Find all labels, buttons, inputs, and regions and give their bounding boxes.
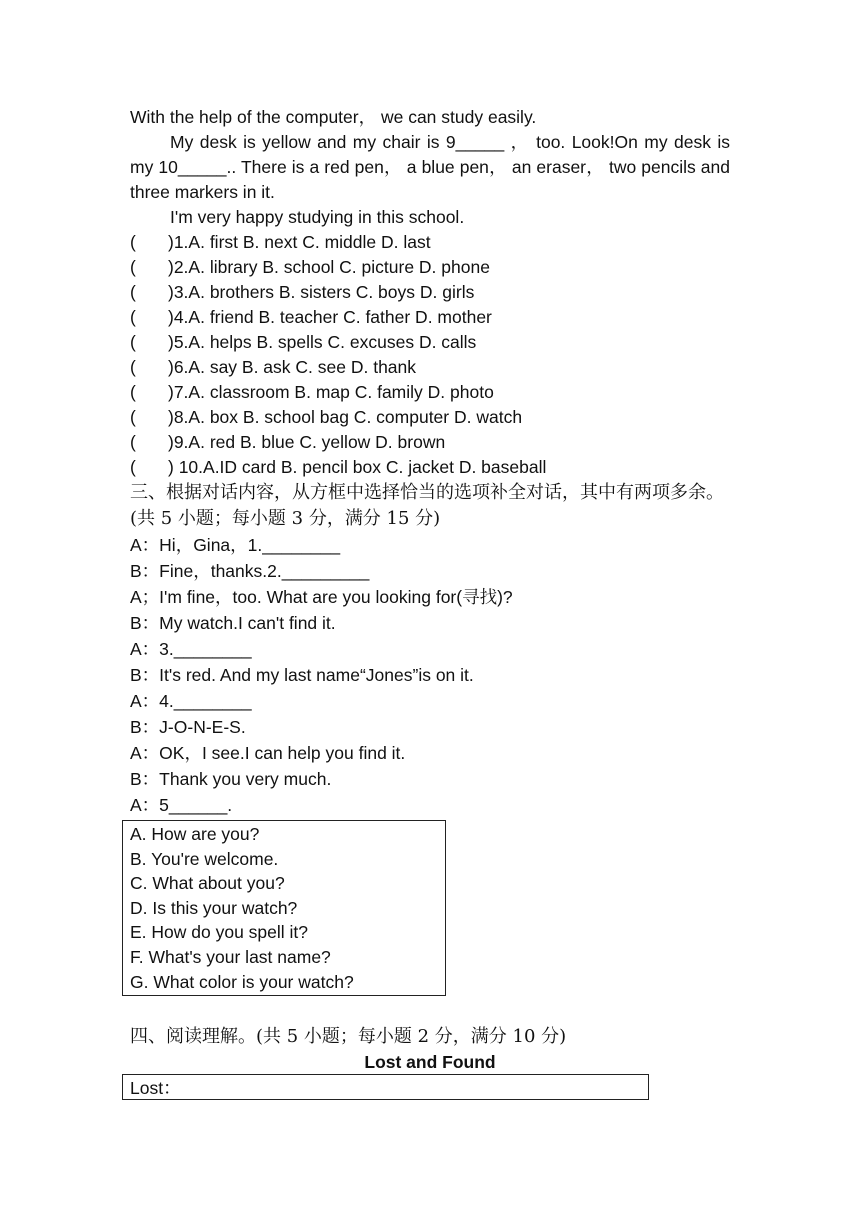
question-item: [130, 380, 730, 405]
question-text: )7.A. classroom B. map C. family D. photo: [168, 382, 494, 402]
document-page: [130, 105, 730, 1100]
question-item: [130, 305, 730, 330]
question-text: )5.A. helps B. spells C. excuses D. calls: [168, 332, 477, 352]
dialogue-line: B：J-O-N-E-S.: [130, 717, 246, 737]
question-text: )8.A. box B. school bag C. computer D. watch: [168, 407, 523, 427]
answer-paren: (: [130, 432, 136, 452]
question-item: [130, 230, 730, 255]
answer-paren: (: [130, 332, 136, 352]
options-box: [122, 820, 446, 996]
dialogue-line: A：Hi，Gina，1.________: [130, 535, 341, 555]
answer-paren: (: [130, 307, 136, 327]
passage-paragraph-2: My desk is yellow and my chair is 9_____ ， too. Look!On my desk is my 10_____.. There is a red pen， a blue pen， an eraser， two pencils and three markers in it.: [130, 132, 730, 202]
question-list: [130, 230, 730, 480]
passage-line-1: With the help of the computer， we can study easily.: [130, 107, 537, 127]
dialogue-line: A：OK，I see.I can help you find it.: [130, 743, 406, 763]
dialogue-line: A：3.________: [130, 639, 252, 659]
question-item: [130, 330, 730, 355]
question-item: [130, 430, 730, 455]
question-text: ) 10.A.ID card B. pencil box C. jacket D. baseball: [168, 457, 547, 477]
question-text: )9.A. red B. blue C. yellow D. brown: [168, 432, 446, 452]
option-item: F. What's your last name?: [130, 946, 331, 967]
question-text: )2.A. library B. school C. picture D. phone: [168, 257, 490, 277]
dialogue-line: A；I'm fine，too. What are you looking for(寻找)?: [130, 587, 513, 607]
answer-paren: (: [130, 357, 136, 377]
answer-paren: (: [130, 282, 136, 302]
question-text: )4.A. friend B. teacher C. father D. mother: [168, 307, 492, 327]
question-text: )3.A. brothers B. sisters C. boys D. girls: [168, 282, 475, 302]
question-text: )6.A. say B. ask C. see D. thank: [168, 357, 417, 377]
lost-label: Lost：: [130, 1078, 181, 1099]
dialogue: [130, 532, 730, 818]
dialogue-line: B：It's red. And my last name“Jones”is on it.: [130, 665, 474, 685]
question-item: [130, 405, 730, 430]
dialogue-line: B：Fine，thanks.2._________: [130, 561, 370, 581]
question-item: [130, 355, 730, 380]
section-3-heading: 三、根据对话内容，从方框中选择恰当的选项补全对话，其中有两项多余。(共 5 小题；每小题 3 分，满分 15 分): [130, 482, 724, 529]
passage-paragraph-3: I'm very happy studying in this school.: [170, 207, 465, 227]
dialogue-line: B：My watch.I can't find it.: [130, 613, 336, 633]
question-item: [130, 455, 730, 480]
option-item: E. How do you spell it?: [130, 922, 309, 943]
dialogue-line: A：4.________: [130, 691, 252, 711]
option-item: D. Is this your watch?: [130, 897, 298, 918]
lost-and-found-title: Lost and Found: [364, 1052, 496, 1073]
section-4-heading: 四、阅读理解。(共 5 小题；每小题 2 分，满分 10 分): [130, 1026, 567, 1048]
question-item: [130, 255, 730, 280]
question-text: )1.A. first B. next C. middle D. last: [168, 232, 431, 252]
option-item: A. How are you?: [130, 824, 260, 844]
answer-paren: (: [130, 232, 136, 252]
lost-box: [122, 1074, 649, 1100]
option-item: G. What color is your watch?: [130, 971, 354, 992]
dialogue-line: B：Thank you very much.: [130, 769, 332, 789]
option-item: B. You're welcome.: [130, 848, 279, 869]
answer-paren: (: [130, 382, 136, 402]
option-item: C. What about you?: [130, 873, 285, 894]
answer-paren: (: [130, 257, 136, 277]
answer-paren: (: [130, 407, 136, 427]
question-item: [130, 280, 730, 305]
dialogue-line: A：5______.: [130, 795, 233, 815]
answer-paren: (: [130, 457, 136, 477]
